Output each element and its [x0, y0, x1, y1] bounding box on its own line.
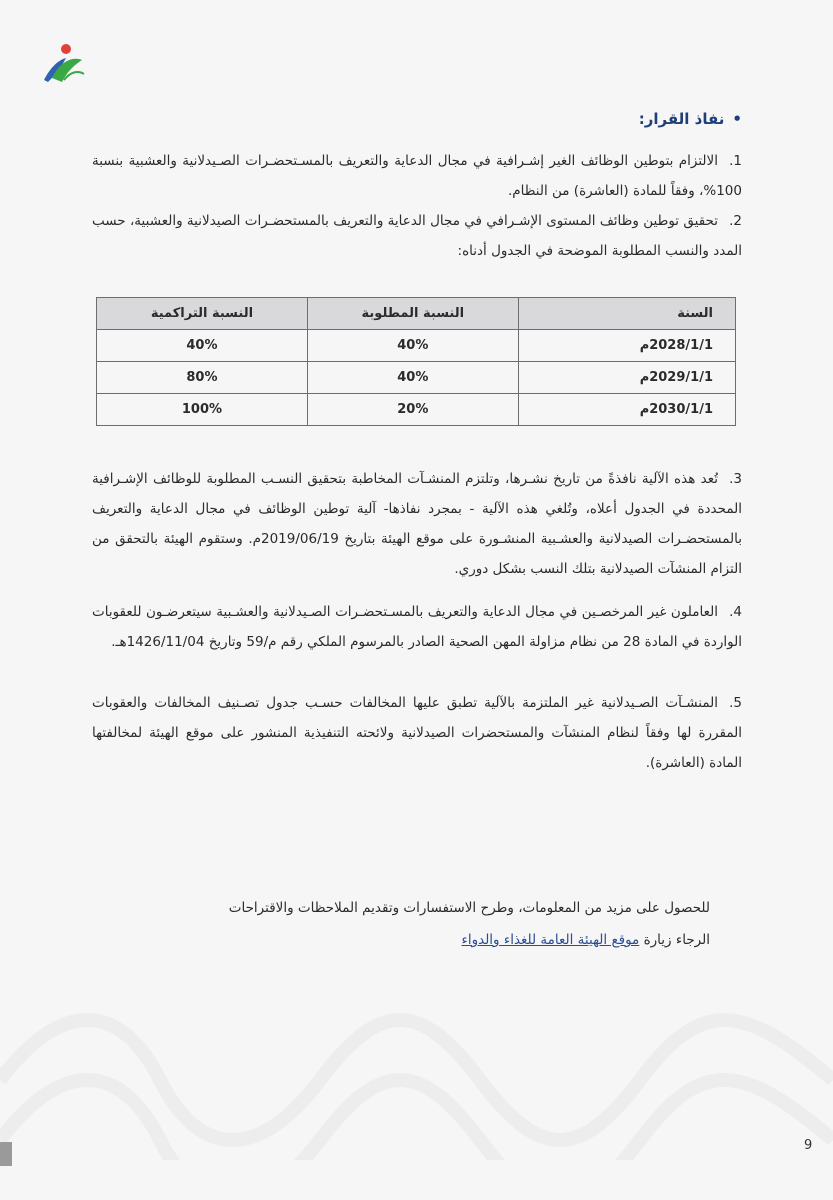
cell-year: 2029/1/1م [518, 362, 735, 394]
saudization-table [96, 297, 736, 426]
page-number: 9 [804, 1138, 813, 1153]
footer-prefix: الرجاء زيارة [643, 932, 710, 948]
list-item [92, 206, 742, 266]
cell-cumulative: 40% [97, 330, 308, 362]
item-text: العاملون غير المرخصـين في مجال الدعاية والتعريف بالمسـتحضـرات الصـيدلانية والعشـبية سيتعرضـون للعقوبات الواردة في المادة 28 من نظام مزاولة المهن الصحية الصادر بالمرسوم الملكي رقم م/59 وتاريخ 1426/11/04هـ. [92, 604, 742, 650]
list-item [92, 597, 742, 657]
cell-required: 20% [307, 394, 518, 426]
page-edge-tab [0, 1142, 12, 1166]
header-year: السنة [518, 298, 735, 330]
table-row [97, 330, 736, 362]
item-number: 3. [729, 471, 742, 487]
cell-cumulative: 100% [97, 394, 308, 426]
cell-required: 40% [307, 330, 518, 362]
table-row [97, 394, 736, 426]
section-title: نفاذ القرار: [638, 110, 725, 128]
item-number: 5. [729, 695, 742, 711]
item-text: الالتزام بتوطين الوظائف الغير إشـرافية في مجال الدعاية والتعريف بالمسـتحضـرات الصـيدلانية والعشبية بنسبة 100%، وفقاً للمادة (العاشرة) من النظام. [92, 153, 742, 199]
background-pattern [0, 960, 833, 1160]
item-text: تحقيق توطين وظائف المستوى الإشـرافي في مجال الدعاية والتعريف بالمستحضـرات الصيدلانية والعشبية، حسب المدد والنسب المطلوبة الموضحة في الجدول أدناه: [92, 213, 742, 259]
list-item [92, 464, 742, 584]
footer-line-1: للحصول على مزيد من المعلومات، وطرح الاستفسارات وتقديم الملاحظات والاقتراحات [228, 900, 710, 916]
section-heading [92, 110, 742, 128]
list-item [92, 688, 742, 778]
item-number: 2. [729, 213, 742, 229]
table-header-row [97, 298, 736, 330]
cell-cumulative: 80% [97, 362, 308, 394]
item-text: تُعد هذه الآلية نافذةً من تاريخ نشـرها، وتلتزم المنشـآت المخاطبة بتحقيق النسـب المطلوبة للوظائف الإشـرافية المحددة في الجدول أعلاه، وتُلغي هذه الآلية - بمجرد نفاذها- آلية توطين الوظائف في مجال الدعاية والتعريف بالمستحضـرات الصيدلانية والعشـبية المنشـورة على موقع الهيئة بتاريخ 2019/06/19م. وستقوم الهيئة بالتحقق من التزام المنشآت الصيدلانية بتلك النسب بشكل دوري. [92, 471, 742, 577]
bullet: • [732, 110, 742, 128]
header-required: النسبة المطلوبة [307, 298, 518, 330]
list-item [92, 146, 742, 206]
sfda-logo-icon [36, 40, 88, 86]
cell-required: 40% [307, 362, 518, 394]
item-text: المنشـآت الصـيدلانية غير الملتزمة بالآلية تطبق عليها المخالفات حسـب جدول تصـنيف المخالفات والعقوبات المقررة لها وفقاً لنظام المنشآت والمستحضرات الصيدلانية ولائحته التنفيذية المنشور على موقع الهيئة لمخالفتها المادة (العاشرة). [92, 695, 742, 771]
contact-footer [150, 892, 710, 956]
table-row [97, 362, 736, 394]
item-number: 4. [729, 604, 742, 620]
footer-line-2 [150, 924, 710, 956]
cell-year: 2028/1/1م [518, 330, 735, 362]
header-cumulative: النسبة التراكمية [97, 298, 308, 330]
cell-year: 2030/1/1م [518, 394, 735, 426]
item-number: 1. [729, 153, 742, 169]
sfda-website-link[interactable]: موقع الهيئة العامة للغذاء والدواء [461, 932, 640, 948]
